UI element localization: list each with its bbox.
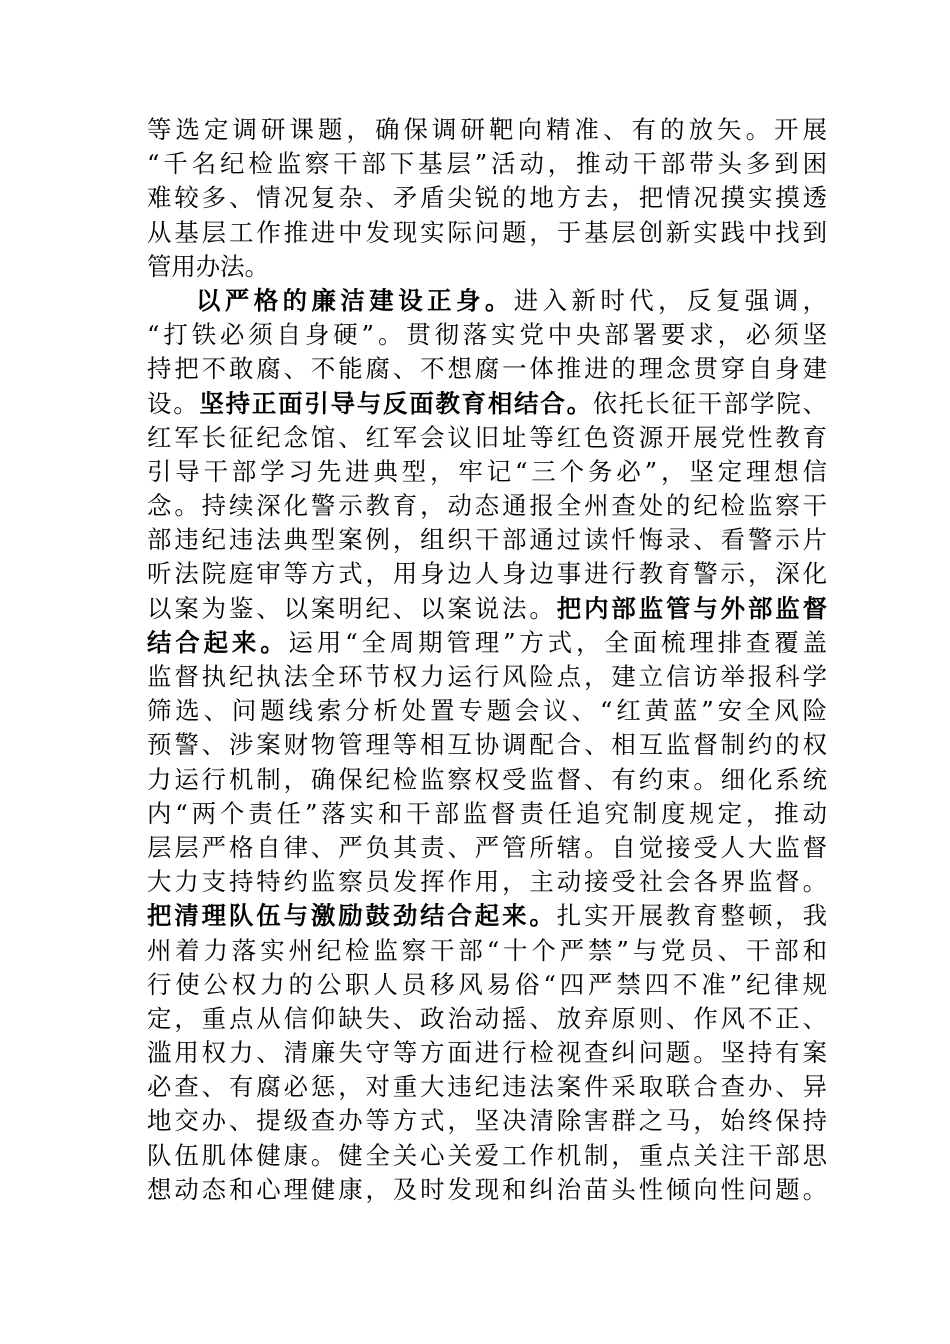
text-line: “打铁必须自身硬”。贯彻落实党中央部署要求，必须坚 — [147, 320, 827, 350]
text-line: 管用办法。 — [147, 251, 269, 281]
text-line: 滥用权力、清廉失守等方面进行检视查纠问题。坚持有案 — [147, 1038, 827, 1068]
subsection-heading: 把清理队伍与激励鼓劲结合起来。 — [147, 901, 557, 931]
text-line: 结合起来。运用“全周期管理”方式，全面梳理排查覆盖 — [147, 627, 827, 657]
text-line: 州着力落实州纪检监察干部“十个严禁”与党员、干部和 — [147, 935, 827, 965]
body-text — [147, 113, 827, 1207]
text-line: 层层严格自律、严负其责、严管所辖。自觉接受人大监督 — [147, 832, 827, 862]
text-line: 红军长征纪念馆、红军会议旧址等红色资源开展党性教育 — [147, 422, 827, 452]
text-line: 等选定调研课题，确保调研靶向精准、有的放矢。开展 — [147, 115, 827, 144]
text-line: 必查、有腐必惩，对重大违纪违法案件采取联合查办、异 — [147, 1072, 827, 1102]
text-line: 持把不敢腐、不能腐、不想腐一体推进的理念贯穿自身建 — [147, 354, 827, 384]
text-line: 定，重点从信仰缺失、政治动摇、放弃原则、作风不正、 — [147, 1003, 827, 1033]
subsection-heading: 坚持正面引导与反面教育相结合。 — [199, 388, 593, 418]
text-line: 念。持续深化警示教育，动态通报全州查处的纪检监察干 — [147, 491, 827, 521]
text-line: 想动态和心理健康，及时发现和纠治苗头性倾向性问题。 — [147, 1174, 827, 1204]
paragraph-heading-line: 以严格的廉洁建设正身。进入新时代，反复强调， — [196, 285, 827, 315]
text-line: 听法院庭审等方式，用身边人身边事进行教育警示，深化 — [147, 559, 827, 589]
subsection-heading: 把内部监管与外部监督 — [556, 593, 827, 623]
text-line: 设。坚持正面引导与反面教育相结合。依托长征干部学院、 — [147, 388, 827, 418]
text-line: 从基层工作推进中发现实际问题，于基层创新实践中找到 — [147, 217, 827, 247]
text-line: 筛选、问题线索分析处置专题会议、“红黄蓝”安全风险 — [147, 696, 827, 726]
text-line: 监督执纪执法全环节权力运行风险点，建立信访举报科学 — [147, 662, 827, 691]
text-line: 大力支持特约监察员发挥作用，主动接受社会各界监督。 — [147, 867, 827, 897]
text-line: 把清理队伍与激励鼓劲结合起来。扎实开展教育整顿，我 — [147, 901, 827, 931]
subsection-heading-cont: 结合起来。 — [147, 627, 289, 657]
section-heading: 以严格的廉洁建设正身。 — [196, 285, 514, 315]
text-line: 力运行机制，确保纪检监察权受监督、有约束。细化系统 — [147, 764, 827, 794]
text-line: 引导干部学习先进典型，牢记“三个务必”，坚定理想信 — [147, 456, 827, 486]
text-line: 内“两个责任”落实和干部监督责任追究制度规定，推动 — [147, 798, 827, 828]
text-line: 队伍肌体健康。健全关心关爱工作机制，重点关注干部思 — [147, 1140, 827, 1170]
text-line: 预警、涉案财物管理等相互协调配合、相互监督制约的权 — [147, 730, 827, 760]
text-line: 地交办、提级查办等方式，坚决清除害群之马，始终保持 — [147, 1106, 827, 1136]
text-line: “千名纪检监察干部下基层”活动，推动干部带头多到困 — [147, 149, 827, 179]
text-line: 部违纪违法典型案例，组织干部通过读忏悔录、看警示片 — [147, 525, 827, 555]
text-line: 难较多、情况复杂、矛盾尖锐的地方去，把情况摸实摸透 — [147, 183, 827, 213]
text-line: 行使公权力的公职人员移风易俗“四严禁四不准”纪律规 — [147, 969, 827, 999]
text-line: 以案为鉴、以案明纪、以案说法。把内部监管与外部监督 — [147, 593, 827, 623]
